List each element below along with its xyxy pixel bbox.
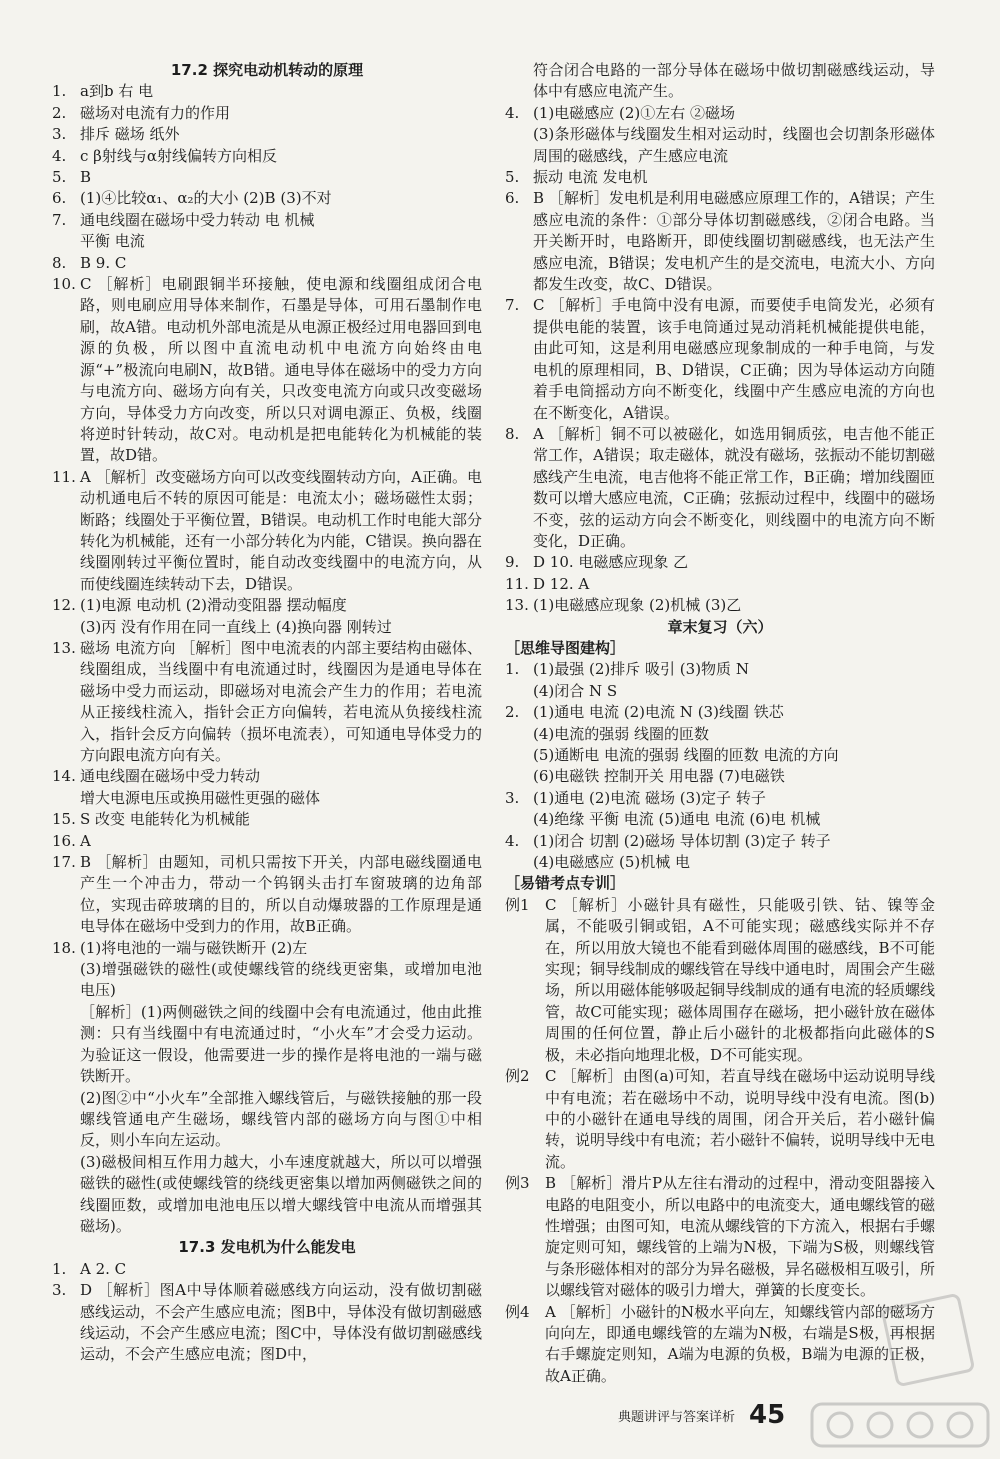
answer-item (505, 724, 935, 745)
answer-text: C ［解析］由图(a)可知，若直导线在磁场中运动说明导线中有电流；若在磁场中不动，说明导线中没有电流。图(b)中的小磁针在通电导线的周围，闭合开关后，若小磁针偏转，说明导线中有电流；若小磁针不偏转，说明导线中无电流。 (545, 1067, 936, 1171)
answer-number: 16. (52, 831, 76, 850)
answer-number: 18. (52, 938, 76, 957)
answer-item (52, 852, 482, 938)
answer-number: 6. (505, 189, 520, 208)
continued-answer: 符合闭合电路的一部分导体在磁场中做切割磁感线运动，导体中有感应电流产生。 (533, 61, 935, 101)
answer-text: A ［解析］铜不可以被磁化，如选用铜质弦，电吉他不能正常工作，A错误；取走磁体，就没有磁场，弦振动不能切割磁感线产生电流，电吉他将不能正常工作，B正确；增加线圈匝数可以增大感应电流，C正确；弦振动过程中，线圈中的磁场不变，弦的运动方向会不断变化，则线圈中的电流方向不断变化，D正确。 (533, 424, 935, 550)
answer-text: (1)将电池的一端与磁铁断开 (2)左 (80, 938, 308, 957)
answer-text: B (80, 168, 92, 187)
answer-number: 1. (52, 82, 67, 101)
answer-item (52, 938, 482, 959)
answer-item (52, 103, 482, 124)
answer-item (52, 210, 482, 231)
answer-text: D 10. 电磁感应现象 乙 (533, 553, 689, 572)
answer-text: (1)闭合 切割 (2)磁场 导体切割 (3)定子 转子 (533, 831, 831, 850)
answer-number: 2. (505, 703, 520, 722)
answer-text: 增大电源电压或换用磁性更强的磁体 (80, 788, 321, 807)
answer-number: 8. (52, 253, 67, 272)
answer-text: a到b 右 电 (80, 82, 154, 101)
answer-item (52, 1088, 482, 1152)
example-answers (505, 895, 935, 1387)
answer-number: 6. (52, 189, 67, 208)
answer-number: 13. (52, 638, 76, 657)
answer-number: 例2 (505, 1067, 530, 1086)
answer-number: 10. (52, 275, 76, 294)
answer-text: 振动 电流 发电机 (533, 168, 648, 187)
answers-17-2 (52, 81, 482, 1237)
answer-number (505, 681, 533, 702)
answer-item (505, 831, 935, 852)
answers-17-3 (52, 1259, 482, 1366)
answer-item (52, 253, 482, 274)
answer-text: C ［解析］手电筒中没有电源，而要使手电筒发光，必须有提供电能的装置，该手电筒通过晃动消耗机械能提供电能，由此可知，这是利用电磁感应现象制成的一种手电筒，与发电机的原理相同，B、D错误，C正确；因为导体运动方向随着手电筒摇动方向不断变化，线圈中产生感应电流的方向也在不断变化，A错误。 (533, 296, 935, 422)
answer-text: B ［解析］由题知，司机只需按下开关，内部电磁线圈通电产生一个冲击力，带动一个钨钢头击打车窗玻璃的边角部位，实现击碎玻璃的目的，所以自动爆玻器的工作原理是通电导体在磁场中受到力的作用，故B正确。 (80, 853, 482, 936)
answer-item (52, 788, 482, 809)
answer-text: D 12. A (533, 574, 590, 593)
answer-text: B ［解析］发电机是利用电磁感应原理工作的，A错误；产生感应电流的条件：①部分导体切割磁感线，②闭合电路。当开关断开时，电路断开，即使线圈切割磁感线，也无法产生感应电流，B错误；发电机产生的是交流电，电流大小、方向都发生改变，故C、D错误。 (533, 189, 935, 294)
answer-text: 磁场对电流有力的作用 (80, 103, 231, 122)
chapter-review-title: 章末复习（六） (667, 617, 773, 636)
answer-text: ［解析］(1)两侧磁铁之间的线圈中会有电流通过，他由此推测：只有当线圈中有电流通过时，“小火车”才会受力运动。为验证这一假设，他需要进一步的操作是将电池的一端与磁铁断开。 (80, 1002, 482, 1086)
answer-number (505, 724, 533, 745)
answer-text: (4)绝缘 平衡 电流 (5)通电 电流 (6)电 机械 (533, 810, 821, 829)
mindmap-answers (505, 659, 935, 873)
answer-item (52, 595, 482, 616)
answer-text: 排斥 磁场 纸外 (80, 125, 180, 144)
answer-number: 1. (52, 1259, 67, 1278)
answer-number (505, 124, 533, 167)
answer-number: 8. (505, 424, 520, 443)
answer-item (505, 167, 935, 188)
answer-item (505, 103, 935, 124)
answer-number (52, 1088, 80, 1152)
answer-text: S 改变 电能转化为机械能 (80, 810, 250, 829)
answer-number (505, 809, 533, 830)
answer-number: 5. (505, 168, 520, 187)
answer-item (52, 124, 482, 145)
answer-text: (1)最强 (2)排斥 吸引 (3)物质 N (533, 660, 749, 679)
answer-text: (4)电磁感应 (5)机械 电 (533, 853, 691, 872)
answer-item (52, 146, 482, 167)
answer-text: (1)④比较α₁、α₂的大小 (2)B (3)不对 (80, 189, 332, 208)
answer-number: 7. (505, 296, 520, 315)
answer-text: (3)条形磁体与线圈发生相对运动时，线圈也会切割条形磁体周围的磁感线，产生感应电流 (533, 125, 935, 165)
answer-item (505, 895, 935, 1066)
mindmap-heading: ［思维导图建构］ (505, 638, 626, 657)
answer-item (52, 809, 482, 830)
answer-text: 通电线圈在磁场中受力转动 (80, 767, 261, 786)
answer-number: 15. (52, 810, 76, 829)
footer-label: 典题讲评与答案详析 (618, 1409, 736, 1425)
answer-text: A (80, 831, 91, 850)
answer-item (52, 81, 482, 102)
answer-number: 9. (505, 553, 520, 572)
answer-item (52, 231, 482, 252)
answer-number: 例4 (505, 1302, 530, 1321)
answer-number (52, 959, 80, 1002)
answer-item (505, 188, 935, 295)
answer-item (52, 1002, 482, 1088)
answer-item (52, 638, 482, 766)
answer-number: 4. (505, 831, 520, 850)
answer-text: (1)电磁感应现象 (2)机械 (3)乙 (533, 596, 742, 615)
answer-item (52, 1152, 482, 1238)
answer-item (505, 1302, 935, 1388)
answer-number: 4. (52, 146, 67, 165)
answer-item (505, 852, 935, 873)
answer-item (505, 552, 935, 573)
answer-number: 11. (505, 574, 529, 593)
watermark-logo (810, 1400, 990, 1450)
answer-text: (4)电流的强弱 线圈的匝数 (533, 724, 710, 743)
answer-text: (1)通电 (2)电流 磁场 (3)定子 转子 (533, 788, 766, 807)
answer-text: A ［解析］改变磁场方向可以改变线圈转动方向，A正确。电动机通电后不转的原因可能是：电流太小；磁场磁性太弱；断路；线圈处于平衡位置，B错误。电动机工作时电能大部分转化为机械能，还有一小部分转化为内能，C错误。换向器在线圈刚转过平衡位置时，能自动改变线圈中的电流方向，从而使线圈连续转动下去，D错误。 (80, 467, 482, 593)
answer-item (52, 831, 482, 852)
answer-item (505, 424, 935, 552)
answer-number: 3. (505, 788, 520, 807)
answer-number (505, 766, 533, 787)
page-number: 45 (749, 1400, 786, 1430)
answer-text: C ［解析］电刷跟铜半环接触，使电源和线圈组成闭合电路，则电刷应用导体来制作，石墨是导体，可用石墨制作电刷，故A错。电动机外部电流是从电源正极经过用电器回到电源的负极，所以图中直流电动机中电流方向始终由电源“+”极流向电刷N，故B错。通电导体在磁场中的受力方向与电流方向、磁场方向有关，只改变电流方向或只改变磁场方向，导体受力方向改变，所以只对调电源正、负极，线圈将逆时针转动，故C对。电动机是把电能转化为机械能的装置，故D错。 (80, 275, 482, 465)
answer-item (505, 766, 935, 787)
answer-text: D ［解析］图A中导体顺着磁感线方向运动，没有做切割磁感线运动，不会产生感应电流；图B中，导体没有做切割磁感线运动，不会产生感应电流；图C中，导体没有做切割磁感线运动，不会产生感应电流；图D中， (80, 1281, 482, 1364)
answer-number (505, 852, 533, 873)
answer-number: 5. (52, 168, 67, 187)
answer-text: 通电线圈在磁场中受力转动 电 机械 (80, 210, 315, 229)
answer-text: B 9. C (80, 253, 127, 272)
answer-number (52, 1152, 80, 1238)
answer-item (52, 188, 482, 209)
answer-item (505, 659, 935, 680)
answer-text: 磁场 电流方向 ［解析］图中电流表的内部主要结构由磁体、线圈组成，当线圈中有电流通过时，线圈因为是通电导体在磁场中受力而运动，即磁场对电流会产生力的作用；若电流从正接线柱流入，指针会正方向偏转，若电流从负接线柱流入，指针会反方向偏转（损坏电流表），可知通电导体受力的方向跟电流方向有关。 (80, 638, 482, 764)
answer-item (505, 574, 935, 595)
answer-number (52, 788, 80, 809)
answer-item (505, 745, 935, 766)
answer-item (505, 124, 935, 167)
answer-number (52, 1002, 80, 1088)
answers-17-3-cont (505, 103, 935, 617)
answer-text: A 2. C (80, 1259, 127, 1278)
answer-text: C ［解析］小磁针具有磁性，只能吸引铁、钴、镍等金属，不能吸引铜或铝，A不可能实现；磁感线实际并不存在，所以用放大镜也不能看到磁体周围的磁感线，B不可能实现；铜导线制成的螺线管在导线中通电时，周围会产生磁场，所以用磁体能够吸起铜导线制成的通有电流的轻质螺线管，故C可能实现；磁体周围存在磁场，把小磁针放在磁体周围的任何位置，静止后小磁针的北极都指向此磁体的S极，未必指向地理北极，D不可能实现。 (545, 895, 936, 1064)
answer-number: 3. (52, 125, 67, 144)
answer-item (52, 617, 482, 638)
answer-number (52, 617, 80, 638)
answer-item (505, 295, 935, 423)
answer-number: 3. (52, 1281, 67, 1300)
answer-text: (3)丙 没有作用在同一直线上 (4)换向器 刚转过 (80, 617, 392, 636)
answer-number: 例3 (505, 1174, 530, 1193)
answer-number (52, 231, 80, 252)
answer-text: (1)电磁感应 (2)①左右 ②磁场 (533, 103, 736, 122)
answer-number: 1. (505, 660, 520, 679)
answer-number: 17. (52, 853, 76, 872)
answer-number: 7. (52, 210, 67, 229)
answer-item (505, 788, 935, 809)
answer-number: 13. (505, 596, 529, 615)
answer-item (505, 1066, 935, 1173)
answer-item (52, 467, 482, 595)
answer-text: (4)闭合 N S (533, 681, 618, 700)
answer-number: 例1 (505, 895, 530, 914)
answer-number (505, 745, 533, 766)
answer-number: 11. (52, 467, 76, 486)
answer-item (52, 959, 482, 1002)
answer-number: 4. (505, 103, 520, 122)
answer-item (505, 1173, 935, 1301)
answer-item (52, 167, 482, 188)
answer-text: (1)电源 电动机 (2)滑动变阻器 摆动幅度 (80, 596, 347, 615)
stamp-watermark (881, 1293, 976, 1388)
section-title-17-3: 17.3 发电机为什么能发电 (178, 1238, 356, 1257)
error-points-heading: ［易错考点专训］ (505, 874, 626, 893)
answer-text: B ［解析］滑片P从左往右滑动的过程中，滑动变阻器接入电路的电阻变小，所以电路中的电流变大，通电螺线管的磁性增强；由图可知，电流从螺线管的下方流入，根据右手螺旋定则可知，螺线管的上端为N极，下端为S极，则螺线管与条形磁体相对的部分为异名磁极，异名磁极相互吸引，所以螺线管对磁体的吸引力增大，弹簧的长度变长。 (545, 1174, 936, 1300)
section-title-17-2: 17.2 探究电动机转动的原理 (170, 61, 364, 79)
right-column (505, 60, 935, 1387)
answer-text: (2)图②中“小火车”全部推入螺线管后，与磁铁接触的那一段螺线管通电产生磁场，螺线管内部的磁场方向与图①中相反，则小车向左运动。 (80, 1088, 482, 1150)
answer-text: A ［解析］小磁针的N极水平向左，知螺线管内部的磁场方向向左，即通电螺线管的左端为N极，右端是S极，再根据右手螺旋定则知，A端为电源的负极，B端为电源的正极，故A正确。 (545, 1302, 935, 1385)
answer-text: (3)磁极间相互作用力越大，小车速度就越大，所以可以增强磁铁的磁性(或使螺线管的绕线更密集以增加两侧磁铁之间的线圈匝数，或增加电池电压以增大螺线管中电流从而增强其磁场)。 (80, 1152, 482, 1235)
answer-item (52, 1259, 482, 1280)
answer-item (505, 809, 935, 830)
answer-item (505, 595, 935, 616)
answer-item (52, 766, 482, 787)
answer-number: 12. (52, 596, 76, 615)
answer-item (505, 702, 935, 723)
answer-text: (6)电磁铁 控制开关 用电器 (7)电磁铁 (533, 767, 785, 786)
answer-number: 2. (52, 103, 67, 122)
answer-item (505, 681, 935, 702)
answer-text: (1)通电 电流 (2)电流 N (3)线圈 铁芯 (533, 703, 784, 722)
answer-text: (5)通断电 电流的强弱 线圈的匝数 电流的方向 (533, 746, 839, 764)
answer-item (52, 1280, 482, 1366)
answer-number: 14. (52, 767, 76, 786)
answer-text: c β射线与α射线偏转方向相反 (80, 146, 277, 165)
answer-text: 平衡 电流 (80, 232, 145, 251)
answer-item (52, 274, 482, 467)
left-column (52, 60, 482, 1366)
answer-text: (3)增强磁铁的磁性(或使螺线管的绕线更密集，或增加电池电压) (80, 960, 482, 1000)
